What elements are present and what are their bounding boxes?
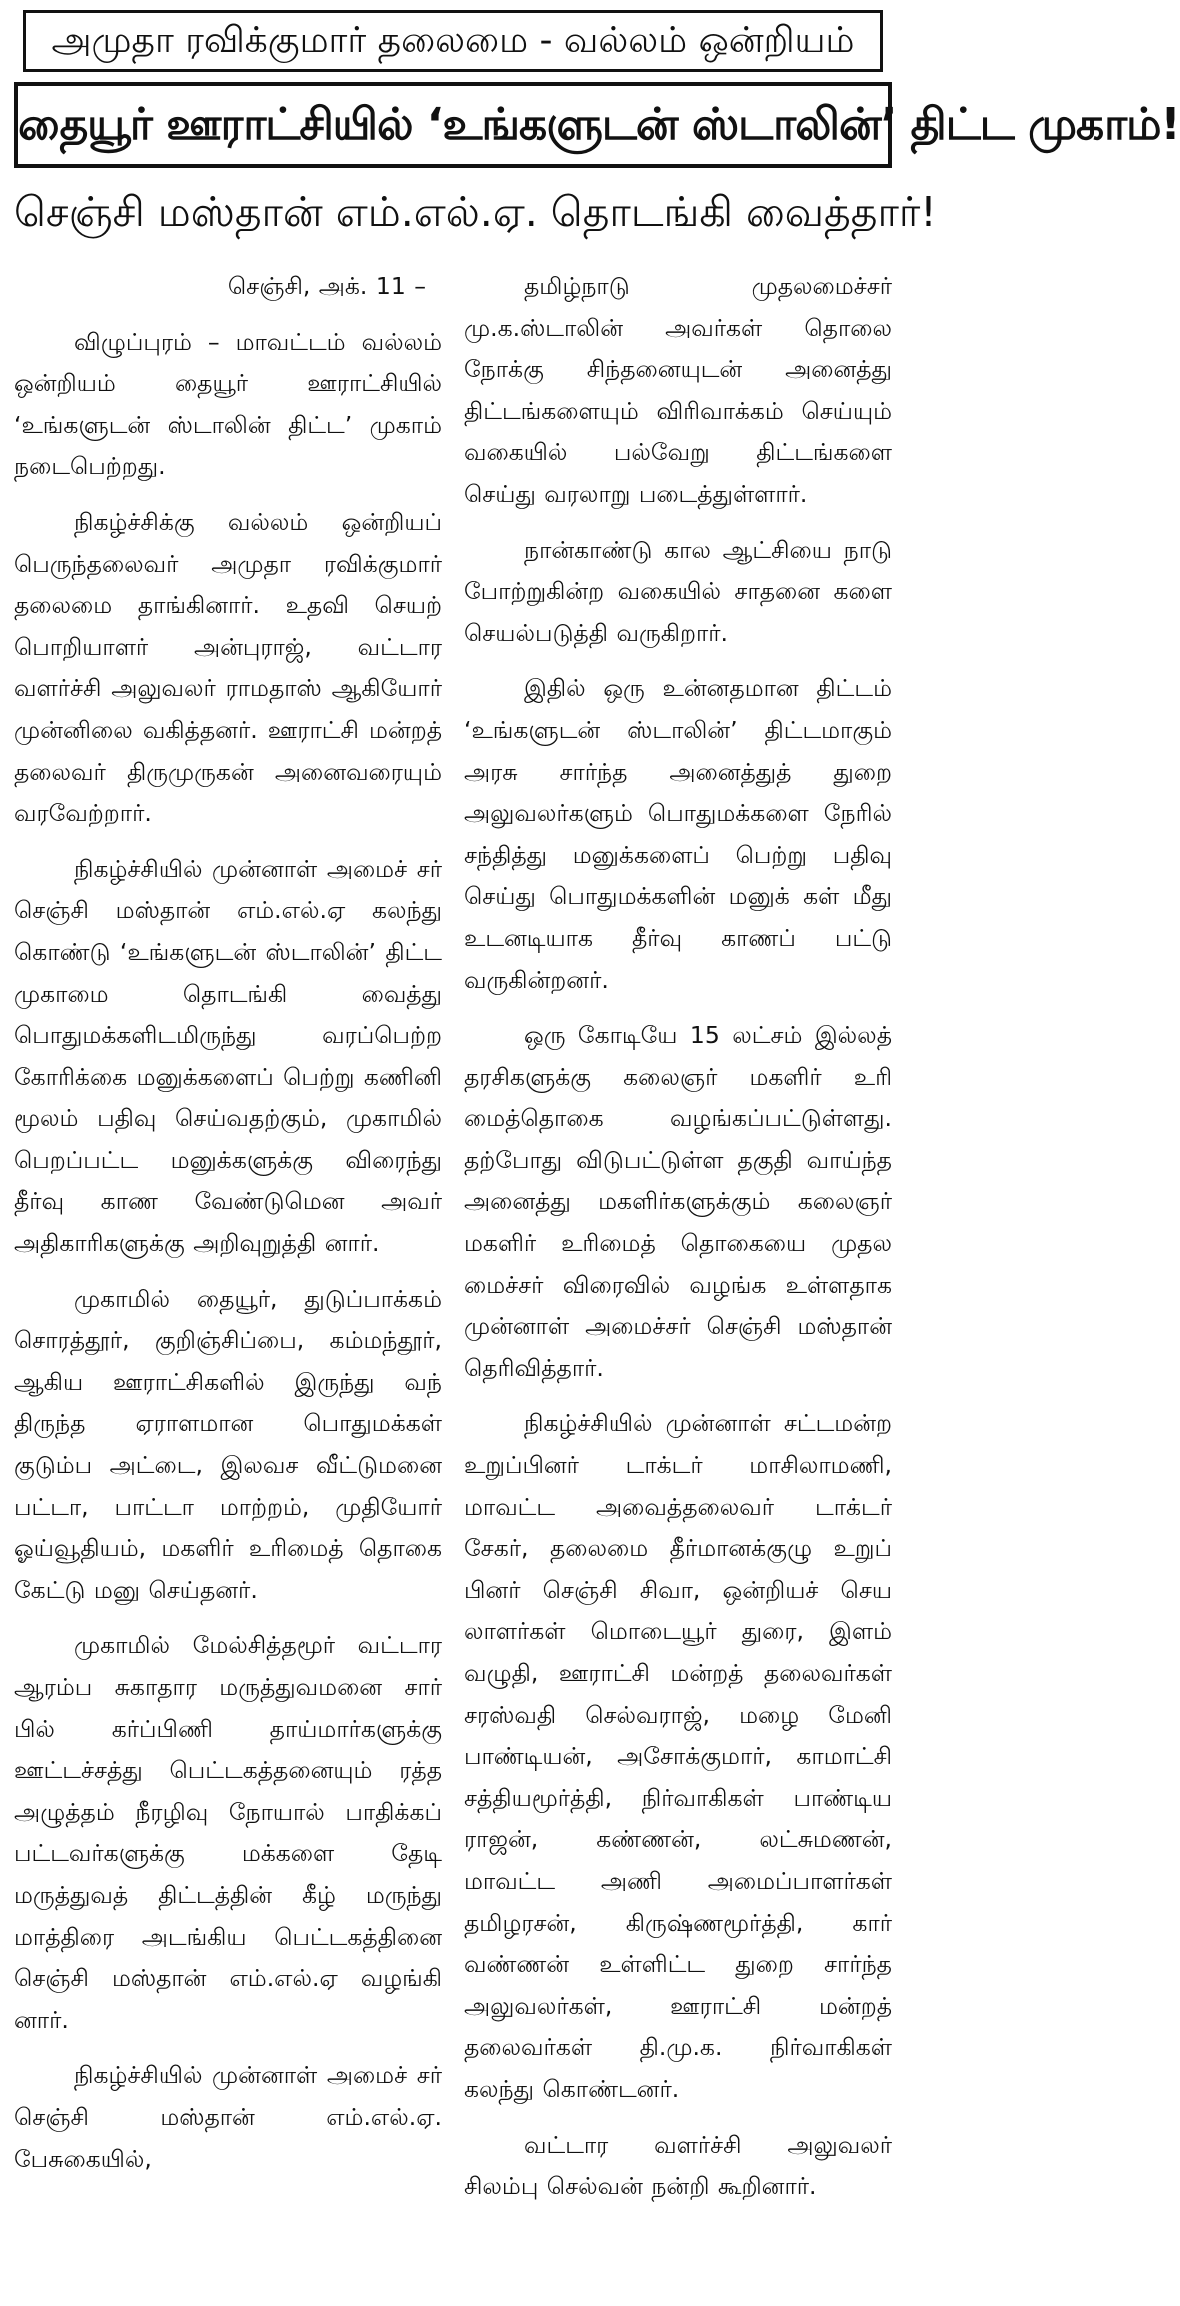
paragraph: ஒரு கோடியே 15 லட்சம் இல்லத் தரசிகளுக்கு கலைஞர் மகளிர் உரி மைத்தொகை வழங்கப்பட்டுள்ளது. தற்போது விடுபட்டுள்ள தகுதி வாய்ந்த அனைத்து மகளிர்களுக்கும் கலைஞர் மகளிர் உரிமைத் தொகையை முதல மைச்சர் விரைவில் வழங்க உள்ளதாக முன்னாள் அமைச்சர் செஞ்சி மஸ்தான் தெரிவித்தார்.: [464, 1021, 892, 1382]
paragraph: நான்காண்டு கால ஆட்சியை நாடு போற்றுகின்ற வகையில் சாதனை களை செயல்படுத்தி வருகிறார்.: [464, 535, 892, 647]
subheadline: செஞ்சி மஸ்தான் எம்.எல்.ஏ. தொடங்கி வைத்தார்!: [14, 188, 937, 236]
paragraph: தமிழ்நாடு முதலமைச்சர் மு.க.ஸ்டாலின் அவர்கள் தொலை நோக்கு சிந்தனையுடன் அனைத்து திட்டங்களையும் விரிவாக்கம் செய்யும் வகையில் பல்வேறு திட்டங்களை செய்து வரலாறு படைத்துள்ளார்.: [464, 272, 892, 508]
dateline: செஞ்சி, அக். 11 –: [227, 272, 426, 300]
kicker-banner: அமுதா ரவிக்குமார் தலைமை - வல்லம் ஒன்றியம்: [23, 10, 883, 72]
right-column: [464, 266, 892, 2306]
paragraph: விழுப்புரம் – மாவட்டம் வல்லம் ஒன்றியம் தையூர் ஊராட்சியில் ‘உங்களுடன் ஸ்டாலின் திட்ட’ முகாம் நடைபெற்றது.: [14, 327, 442, 481]
left-column: [14, 266, 442, 2306]
news-clipping: [0, 10, 1180, 2292]
headline: தையூர் ஊராட்சியில் ‘உங்களுடன் ஸ்டாலின்’ திட்ட முகாம்!: [14, 82, 892, 168]
paragraph: வட்டார வளர்ச்சி அலுவலர் சிலம்பு செல்வன் நன்றி கூறினார்.: [464, 2130, 892, 2201]
paragraph: முகாமில் மேல்சித்தமூர் வட்டார ஆரம்ப சுகாதார மருத்துவமனை சார் பில் கர்ப்பிணி தாய்மார்களுக்கு ஊட்டச்சத்து பெட்டகத்தனையும் ரத்த அழுத்தம் நீரழிவு நோயால் பாதிக்கப் பட்டவர்களுக்கு மக்களை தேடி மருத்துவத் திட்டத்தின் கீழ் மருந்து மாத்திரை அடங்கிய பெட்டகத்தினை செஞ்சி மஸ்தான் எம்.எல்.ஏ வழங்கி னார்.: [14, 1631, 442, 2034]
paragraph: இதில் ஒரு உன்னதமான திட்டம் ‘உங்களுடன் ஸ்டாலின்’ திட்டமாகும் அரசு சார்ந்த அனைத்துத் துறை அலுவலர்களும் பொதுமக்களை நேரில் சந்தித்து மனுக்களைப் பெற்று பதிவு செய்து பொதுமக்களின் மனுக் கள் மீது உடனடியாக தீர்வு காணப் பட்டு வருகின்றனர்.: [464, 674, 892, 994]
article-body: [14, 266, 892, 2306]
paragraph: நிகழ்ச்சிக்கு வல்லம் ஒன்றியப் பெருந்தலைவர் அமுதா ரவிக்குமார் தலைமை தாங்கினார். உதவி செயற் பொறியாளர் அன்புராஜ், வட்டார வளர்ச்சி அலுவலர் ராமதாஸ் ஆகியோர் முன்னிலை வகித்தனர். ஊராட்சி மன்றத் தலைவர் திருமுருகன் அனைவரையும் வரவேற்றார்.: [14, 507, 442, 828]
paragraph: நிகழ்ச்சியில் முன்னாள் அமைச் சர் செஞ்சி மஸ்தான் எம்.எல்.ஏ கலந்து கொண்டு ‘உங்களுடன் ஸ்டாலின்’ திட்ட முகாமை தொடங்கி வைத்து பொதுமக்களிடமிருந்து வரப்பெற்ற கோரிக்கை மனுக்களைப் பெற்று கணினி மூலம் பதிவு செய்வதற்கும், முகாமில் பெறப்பட்ட மனுக்களுக்கு விரைந்து தீர்வு காண வேண்டுமென அவர் அதிகாரிகளுக்கு அறிவுறுத்தி னார்.: [14, 854, 442, 1258]
paragraph: முகாமில் தையூர், துடுப்பாக்கம் சொரத்தூர், குறிஞ்சிப்பை, கம்மந்தூர், ஆகிய ஊராட்சிகளில் இருந்து வந் திருந்த ஏராளமான பொதுமக்கள் குடும்ப அட்டை, இலவச வீட்டுமனை பட்டா, பாட்டா மாற்றம், முதியோர் ஓய்வூதியம், மகளிர் உரிமைத் தொகை கேட்டு மனு செய்தனர்.: [14, 1284, 442, 1604]
paragraph: நிகழ்ச்சியில் முன்னாள் சட்டமன்ற உறுப்பினர் டாக்டர் மாசிலாமணி, மாவட்ட அவைத்தலைவர் டாக்டர் சேகர், தலைமை தீர்மானக்குழு உறுப் பினர் செஞ்சி சிவா, ஒன்றியச் செய லாளர்கள் மொடையூர் துரை, இளம் வழுதி, ஊராட்சி மன்றத் தலைவர்கள் சரஸ்வதி செல்வராஜ், மழை மேனி பாண்டியன், அசோக்குமார், காமாட்சி சத்தியமூர்த்தி, நிர்வாகிகள் பாண்டிய ராஜன், கண்ணன், லட்சுமணன், மாவட்ட அணி அமைப்பாளர்கள் தமிழரசன், கிருஷ்ணமூர்த்தி, கார் வண்ணன் உள்ளிட்ட துறை சார்ந்த அலுவலர்கள், ஊராட்சி மன்றத் தலைவர்கள் தி.மு.க. நிர்வாகிகள் கலந்து கொண்டனர்.: [464, 1409, 892, 2103]
paragraph: நிகழ்ச்சியில் முன்னாள் அமைச் சர் செஞ்சி மஸ்தான் எம்.எல்.ஏ. பேசுகையில்,: [14, 2061, 442, 2173]
